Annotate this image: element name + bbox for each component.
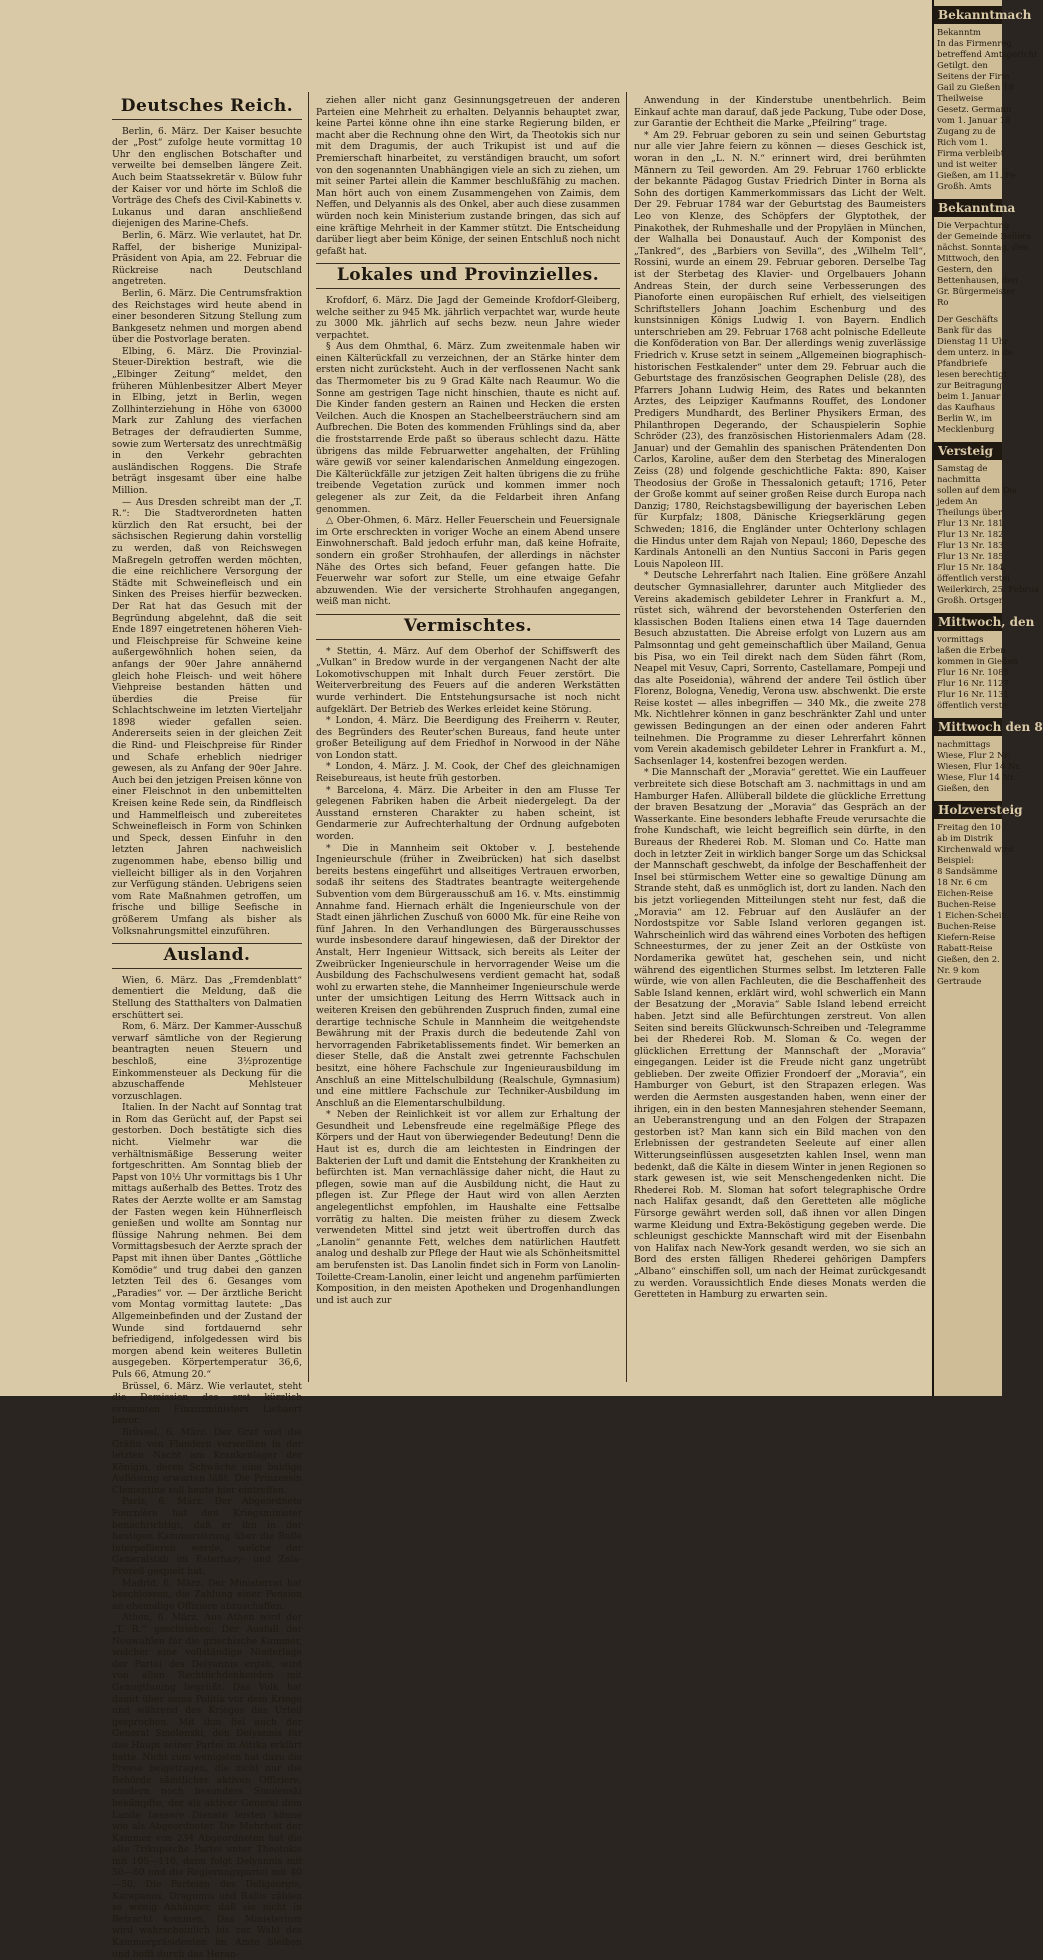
- edge-notice: [934, 6, 1038, 193]
- edge-notice-line: Samstag de: [937, 464, 988, 474]
- edge-notice-line: kommen in Gießen: [937, 657, 1019, 667]
- edge-notice-line: Flur 16 Nr. 1131: [937, 690, 1009, 700]
- article-paragraph: Berlin, 6. März. Der Kaiser besuchte der „Post“ zufolge heute vormittag 10 Uhr den englischen Botschafter und verweilte bei demselben längere Zeit. Auch beim Staatssekretär v. Bülow fuhr der Kaiser vor und hörte im Schloß die Vorträge des Chefs des Civil-Kabinetts v. Lukanus und daran anschließend diejenigen des Marine-Chefs.: [112, 125, 302, 230]
- article-paragraph: Rom, 6. März. Der Kammer-Ausschuß verwarf sämtliche von der Regierung beantragten neuen Steuern und beschloß, eine 3½prozentige Einkommensteuer als Deckung für die abzuschaffende Mehlsteuer vorzuschlagen.: [112, 1021, 302, 1102]
- article-paragraph: Elbing, 6. März. Die Provinzial-Steuer-Direktion bestraft, wie die „Elbinger Zeitung“ meldet, den früheren Mühlenbesitzer Albert Meyer in Elbing, jetzt in Berlin, wegen Zollhinterziehung in Höhe von 63000 Mark zur Zahlung des vierfachen Betrages der defraudierten Summe, sowie zum Wertersatz des unrechtmäßig in den Verkehr gebrachten ausländischen Roggens. Die Strafe beträgt insgesamt über eine halbe Million.: [112, 345, 303, 496]
- article-paragraph: Berlin, 6. März. Wie verlautet, hat Dr. Raffel, der bisherige Munizipal-Präsident von Apia, am 22. Februar die Rückreise nach Deutschland angetreten.: [112, 229, 302, 288]
- edge-notice: [934, 442, 1039, 607]
- edge-notice: [934, 613, 1035, 712]
- edge-notice-line: 18 Nr. 6 cm: [937, 878, 988, 888]
- edge-notice-line: Wiesen, Flur 14 Nr.: [937, 762, 1022, 772]
- edge-notice-line: vom 1. Januar 18: [937, 116, 1011, 126]
- edge-notice-line: zur Beitragung: [937, 381, 1003, 391]
- article-paragraph: Berlin, 6. März. Die Centrumsfraktion des Reichstages wird heute abend in einer besonderen Sitzung Stellung zum Bankgesetz nehmen und morgen abend über die Postvorlage beraten.: [112, 287, 302, 346]
- section-separator: [316, 639, 620, 640]
- edge-notice-line: Bettenhausen, den: [937, 276, 1018, 286]
- edge-notice-line: In das Firmenreg: [937, 39, 1012, 49]
- edge-notice-line: Rich vom 1.: [937, 138, 988, 148]
- edge-notice-line: Flur 16 Nr. 1085: [937, 668, 1009, 678]
- edge-notice-line: Flur 16 Nr. 1127: [937, 679, 1009, 689]
- edge-notice-line: Mittwoch, den: [937, 254, 1000, 264]
- article-paragraph: * London, 4. März. Die Beerdigung des Freiherrn v. Reuter, des Begründers des Reuter'schen Bureaus, fand heute unter großer Beteiligung auf dem Friedhof in Norwood in der Nähe von London statt.: [316, 715, 620, 761]
- edge-notice-line: Buchen-Reise: [937, 922, 996, 932]
- edge-notice-line: Mecklenburg: [937, 425, 995, 435]
- article-paragraph: * Am 29. Februar geboren zu sein und seinen Geburtstag nur alle vier Jahre feiern zu können — dieses Geschick ist, woran in den „L. N. N.“ erinnert wird, drei berühmten Männern zu Teil geworden. Am 29. Februar 1760 erblickte der bekannte Pädagog Gustav Friedrich Dinter in Borna als Sohn des dortigen Kammerkommissars das Licht der Welt. Der 29. Februar 1784 war der Geburtstag des Baumeisters Leo von Klenze, des Schöpfers der Glyptothek, der Pinakothek, der Ruhmeshalle und der Propyläen in München, der Walhalla bei Donaustauf. Auch der Komponist des „Tankred“, des „Barbiers von Sevilla“, des „Wilhelm Tell“, Rossini, wurde an einem 29. Februar geboren. Derselbe Tag ist der Sterbetag des Klavier- und Orgelbauers Johann Andreas Stein, der durch seine Verbesserungen des Pianoforte einen europäischen Ruf erhielt, des vielseitigen Schriftstellers Johann Joachim Eschenburg und des kunstsinnigen Königs Ludwig I. von Bayern. Endlich unterschrieben am 29. Februar 1768 acht polnische Edelleute die Konföderation von Bar. Der allerdings wenig zuverlässige Friedrich v. Kruse setzt in seinem „Allgemeinen biographisch-historischen Festkalender“ unter dem 29. Februar auch die Geburtstage des französischen Geographen Delisle (28), des Pfarrers Johann Ludwig Heim, des Rates und bekannten Arztes, des Leipziger Kaufmanns Rouffet, des Londoner Predigers Mundhardt, des Berliner Physikers Erman, des Philanthropen Degerando, der Schauspielerin Sophie Schröder (23), des französischen Historienmalers Adam (28. Januar) und der Gemahlin des spanischen Prätendenten Don Carlos, Karoline, außer dem den Sterbetag des Mineralogen Zeiss (28) und folgende geschichtliche Fakta: 890, Kaiser Theodosius der Große in Thessalonich getauft; 1716, Peter der Große kommt auf seiner großen Reise durch Europa nach Danzig; 1780, Reichstagsbewilligung der bayerischen Leben für Kurpfalz; 1808, Dänische Kriegserklärung gegen Schweden; 1816, die Engländer unter Ochterlony schlagen die Hindus unter dem Rajah von Nepaul; 1860, Depesche des Kardinals Antonelli an den Nuntius Sacconi in Paris gegen Louis Napoleon III.: [634, 129, 926, 570]
- edge-notice-line: Gesetz. Germann: [937, 105, 1012, 115]
- section-heading: Ausland.: [163, 945, 251, 966]
- edge-notice-line: Wiese, Flur 14 Nr.: [937, 773, 1016, 783]
- column-rule: [626, 92, 627, 1382]
- edge-notice-line: öffentlich verste: [937, 701, 1008, 711]
- article-paragraph: Wien, 6. März. Das „Fremdenblatt“ dementiert die Meldung, daß die Stellung des Statthalters von Dalmatien erschüttert sei.: [112, 974, 302, 1021]
- edge-notice-line: Gießen, am 11. Fe: [937, 171, 1016, 181]
- edge-notice-line: Eichen-Reise: [937, 889, 994, 899]
- section-heading: Lokales und Provinzielles.: [336, 265, 600, 286]
- edge-notice-line: Kirchenwald wird: [937, 845, 1014, 855]
- article-paragraph: * Barcelona, 4. März. Die Arbeiter in den am Flusse Ter gelegenen Fabriken haben die Arbeit niedergelegt. Da der Ausstand ernsteren Charakter zu haben scheint, ist Gendarmerie zur Aufrechterhaltung der Ordnung aufgeboten worden.: [316, 784, 620, 843]
- edge-notice-line: 1 Eichen-Scheit: [937, 911, 1005, 921]
- edge-notice-heading: Mittwoch den 8: [934, 718, 1002, 736]
- edge-notice-line: Buchen-Reise: [937, 900, 996, 910]
- column-2: [316, 95, 620, 1385]
- edge-notice-line: öffentlich verstei: [937, 574, 1010, 584]
- article-paragraph: § Aus dem Ohmthal, 6. März. Zum zweitenmale haben wir einen Kälterückfall zu verzeichnen, der an Stärke hinter dem ersten nicht zurücksteht. Auch in der verflossenen Nacht sank das Thermometer bis zu 9 Grad Kälte nach Reaumur. Wo die Sonne am gestrigen Tage nicht hinschien, thaute es nicht auf. Die Kinder fanden gestern an Rainen und Hecken die ersten Veilchen. Auch die Knospen an Stachelbeersträuchern sind am Aufbrechen. Die Boten des kommenden Frühlings sind da, aber die froststarrende Erde paßt so überaus schlecht dazu. Hätte übrigens das milde Februarwetter angehalten, der Frühling wäre gewiß vor seiner kalendarischen Anmeldung eingezogen. Die Kälterückfälle zur jetzigen Zeit halten übrigens die zu frühe treibende Vegetation zurück und kommen immer noch gelegener als zur Zeit, da die Feldarbeit ihren Anfang genommen.: [316, 341, 620, 515]
- edge-notice-line: jedem An: [937, 497, 978, 507]
- edge-notice-heading: Holzversteig: [934, 801, 1002, 819]
- edge-notice-line: Gail zu Gießen 18: [937, 83, 1014, 93]
- column-1: [112, 95, 303, 1960]
- edge-notice-line: Gestern, den: [937, 265, 993, 275]
- column-rule: [308, 92, 309, 1382]
- edge-notice-line: Gr. Bürgermeister: [937, 287, 1016, 297]
- section-separator: [112, 943, 302, 944]
- edge-notice-line: und ist weiter: [937, 160, 997, 170]
- edge-notice-line: sollen auf dem Dis: [937, 486, 1017, 496]
- edge-notice-line: Bank für das: [937, 326, 992, 336]
- section-separator: [316, 263, 620, 264]
- edge-notice-line: Kiefern-Reise: [937, 933, 996, 943]
- edge-notice: [934, 801, 1023, 988]
- article-paragraph: Italien. In der Nacht auf Sonntag trat in Rom das Gerücht auf, der Papst sei gestorben. Doch bestätigte sich dies nicht. Vielmehr war die verhältnismäßige Besserung weiter fortgeschritten. Am Sonntag blieb der Papst von 10½ Uhr vormittags bis 1 Uhr mittags außerhalb des Bettes. Trotz des Rates der Aerzte wollte er am Samstag der Fasten wegen kein Hühnerfleisch genießen und wollte am Sonntag nur flüssige Nahrung nehmen. Bei dem Vormittagsbesuch der Aerzte sprach der Papst mit ihnen über Dantes „Göttliche Komödie“ und trug dabei den ganzen letzten Teil des 6. Gesanges vom „Paradies“ vor. — Der ärztliche Bericht vom Montag vormittag lautete: „Das Allgemeinbefinden und der Zustand der Wunde sind fortdauernd sehr befriedigend, infolgedessen wird bis morgen abend kein weiteres Bulletin ausgegeben. Körpertemperatur 36,6, Puls 66, Atmung 20.“: [112, 1102, 302, 1380]
- edge-notice-line: laßen die Erben: [937, 646, 1006, 656]
- edge-notice-line: Wiese, Flur 2 Nr.: [937, 751, 1011, 761]
- article-paragraph: Brüssel, 6. März. Der Graf und die Gräfin von Flandern verweilten in der letzten Nacht am Krankenlager der Königin, deren Schwäche eine baldige Auflösung erwarten läßt. Die Prinzessin Clementine soll heute hier eintreffen.: [112, 1426, 302, 1496]
- article-paragraph: ziehen aller nicht ganz Gesinnungsgetreuen der anderen Parteien eine Mehrheit zu erhalten. Delyannis behauptet zwar, keine Partei könne ohne ihn eine starke Regierung bilden, er macht aber die Rechnung ohne den Wirt, da Theotokis sich nur mit dem Dragumis, der auch Trikupist ist und auf die Premierschaft hinarbeitet, zu verständigen braucht, um sofort von den sogenannten Unabhängigen viele an sich zu ziehen, um mit seiner Partei allein die Kammer beschlußfähig zu machen. Man hört auch von einem Zusammengehen von Zaimis, dem Neffen, und Delyannis als des Onkel, aber auch diese zusammen würden noch kein Ministerium zustande bringen, das sich auf eine kräftige Mehrheit in der Kammer stützt. Die Entscheidung darüber liegt aber beim Könige, der seinen Entschluß noch nicht gefaßt hat.: [316, 95, 620, 257]
- edge-notice-line: Flur 13 Nr. 185: [937, 552, 1004, 562]
- edge-notice-line: Dienstag 11 Uhr: [937, 337, 1009, 347]
- edge-notice-line: Getilgt. den: [937, 61, 988, 71]
- edge-notice-line: Gertraude: [937, 977, 982, 987]
- edge-notice-line: nachmitta: [937, 475, 981, 485]
- edge-notice-line: Ro: [937, 298, 949, 308]
- edge-notice-line: Seitens der Firm: [937, 72, 1010, 82]
- edge-notice-line: der Gemeinde Bellers: [937, 232, 1031, 242]
- section-separator: [316, 288, 620, 289]
- edge-notice-line: Nr. 9 kom: [937, 966, 980, 976]
- edge-notice-line: Beispiel:: [937, 856, 975, 866]
- edge-notice-line: 8 Sandsämme: [937, 867, 998, 877]
- edge-notice-heading: Bekanntma: [934, 199, 1002, 217]
- edge-notice-line: Flur 13 Nr. 182: [937, 530, 1004, 540]
- edge-notice-heading: Mittwoch, den: [934, 613, 1002, 631]
- edge-notice: [934, 315, 1013, 436]
- article-paragraph: Anwendung in der Kinderstube unentbehrlich. Beim Einkauf achte man darauf, daß jede Packung, Tube oder Dose, zur Garantie der Echtheit die Marke „Pfeilring“ trage.: [634, 95, 926, 130]
- adjacent-page-edge: [932, 0, 1043, 1396]
- edge-notice-line: Flur 13 Nr. 183: [937, 541, 1004, 551]
- edge-notice-line: Bekanntm: [937, 28, 981, 38]
- edge-notice-line: Berlin W., im: [937, 414, 993, 424]
- edge-notice-line: dem unterz. in de: [937, 348, 1013, 358]
- edge-notice-line: Pfandbriefe: [937, 359, 988, 369]
- edge-notice-line: betreffend Amtsgericht: [937, 50, 1038, 60]
- edge-notice-line: das Kaufhaus: [937, 403, 995, 413]
- edge-notice-line: Großh. Ortsger: [937, 596, 1003, 606]
- edge-notice-line: Gießen, den 2.: [937, 955, 1000, 965]
- edge-notice-line: Flur 13 Nr. 181: [937, 519, 1004, 529]
- section-heading: Vermischtes.: [403, 615, 533, 636]
- edge-notice-line: Theilweise: [937, 94, 984, 104]
- article-paragraph: — Aus Dresden schreibt man der „T. R.“: Die Stadtverordneten hatten kürzlich den Rat ersucht, bei der sächsischen Regierung dahin vorstellig zu werden, daß von Reichswegen Maßregeln getroffen werden möchten, die eine reichlichere Versorgung der Städte mit Schweinefleisch und ein Sinken des Preises hierfür bezwecken. Der Rat hat das Gesuch mit der Begründung abgelehnt, daß die seit Ende 1897 eingetretenen höheren Vieh- und Fleischpreise für Schweine keine außergewöhnlich hohen seien, da anfangs der 90er Jahre annähernd gleich hohe Fleisch- und weit höhere Viehpreise bestanden hätten und überdies die Preise für Schlachtschweine im letzten Vierteljahr 1898 wieder gefallen seien. Andererseits seien in der gleichen Zeit die Rind- und Fleischpreise für Rinder und Schafe erheblich niedriger gewesen, als zu Anfang der 90er Jahre. Auch bei den jetzigen Preisen könne von einer Fleischnot in den unbemittelten Kreisen keine Rede sein, da Rindfleisch und Hammelfleisch und zubereitetes Schweinefleisch in Form von Schinken und Speck, dessen Einfuhr in den letzten Jahren nachweislich zugenommen habe, ebenso billig und vielleicht billiger als in den Vorjahren zur Verfügung ständen. Uebrigens seien vom Rate Maßnahmen getroffen, um frische und billige Seefische in größerem Umfang als bisher als Volksnahrungsmittel einzuführen.: [112, 496, 302, 937]
- edge-notice: [934, 718, 1043, 795]
- article-paragraph: Krofdorf, 6. März. Die Jagd der Gemeinde Krofdorf-Gleiberg, welche seither zu 945 Mk. jährlich verpachtet war, wurde heute zu 3000 Mk. jährlich auf sechs bezw. neun Jahre wieder verpachtet.: [316, 294, 620, 341]
- edge-notice-heading: Versteig: [934, 442, 1002, 460]
- article-paragraph: Athen, 6. März. Aus Athen wird der „T. R.“ geschrieben: Der Ausfall der Neuwahlen für die griechische Kammer, welcher eine vollständige Niederlage der Partei des Delyannis ergab, wird von allen Rechtlichdenkenden mit Genugthuung begrüßt. Das Volk hat damit über seine Politik vor dem Kriege und während des Krieges das Urteil gesprochen. Mit ihm fiel auch der General Smolenski, den Delyannis für das Haupt seiner Partei in Attika erklärt hatte. Nicht zum wenigsten hat dazu die Presse beigetragen, die nicht nur die Behörde sämtlicher aktiven Offiziere, sondern noch besonders Smolenski bekämpfte, der als aktiver General dem Lande bessere Dienste leisten könne wie als Abgeordneter. Die Mehrheit der Kammer von 234 Abgeordneten hat die alte Trikupische Partei unter Theotokis mit 105—110, dann folgt Delyannis mit 50—60 und die Regierungspartei mit 40—50. Die Parteien des Deligeorgis, Karapanos, Dragumis und Rallis zählen so wenig Anhänger, daß sie nicht in Betracht kommen. Das Ministerium wird wahrscheinlich bis zur Wahl des Kammerpräsidenten im Amte bleiben und hofft durch das Heran-: [112, 1612, 302, 1960]
- edge-notice-line: Der Geschäfts: [937, 315, 999, 325]
- edge-notice-line: Rabatt-Reise: [937, 944, 993, 954]
- article-paragraph: * Neben der Reinlichkeit ist vor allem zur Erhaltung der Gesundheit und Lebensfreude eine regelmäßige Pflege des Körpers und der Haut von überwiegender Bedeutung! Denn die Haut ist es, durch die am leichtesten in Eindringen der Bakterien der Luft und damit die Entstehung der Krankheiten zu befürchten ist. Man vernachlässige daher nicht, die Haut zu pflegen, sowie man auf die Ausbildung nicht, die Haut zu pflegen ist. Zur Pflege der Haut wird von allen Aerzten angelegentlichst empfohlen, im Haushalte eine Fettsalbe vorrätig zu halten. Die meisten früher zu diesem Zweck verwendeten Mittel sind jetzt weit übertroffen durch das „Lanolin“ genannte Fett, welches dem natürlichen Hautfett analog und deshalb zur Pflege der Haut wie als Schönheitsmittel am berufensten ist. Das Lanolin findet sich in Form von Lanolin-Toilette-Cream-Lanolin, einer leicht und angenehm parfümierten Komposition, in den meisten Apotheken und Drogenhandlungen und ist auch zur: [316, 1109, 620, 1306]
- article-paragraph: Madrid, 6. März. Der Ministerrat hat beschlossen, die Zahlung einer Pension an ehemalige Offiziere abzuschaffen.: [112, 1577, 302, 1612]
- edge-notice-line: Großh. Amts: [937, 182, 992, 192]
- edge-notice-line: Weilerkirch, 25. Februa: [937, 585, 1039, 595]
- edge-notice: [934, 199, 1031, 309]
- edge-notice-line: nächst. Sonntag, den: [937, 243, 1029, 253]
- edge-notice-line: Theilungs über: [937, 508, 1003, 518]
- section-heading: Deutsches Reich.: [120, 96, 294, 116]
- article-paragraph: * Stettin, 4. März. Auf dem Oberhof der Schiffswerft des „Vulkan“ in Bredow wurde in der vergangenen Nacht der alte Lokomotivschuppen mit Inhalt durch Feuer zerstört. Die Weiterverbreitung des Feuers auf die anderen Werkstätten wurde verhindert. Die Entstehungsursache ist noch nicht aufgeklärt. Der Betrieb des Werkes erleidet keine Störung.: [316, 645, 620, 715]
- article-paragraph: * London, 4. März. J. M. Cook, der Chef des gleichnamigen Reisebureaus, ist heute früh gestorben.: [316, 761, 620, 785]
- edge-notice-line: lesen berechtigt: [937, 370, 1008, 380]
- article-paragraph: * Die Mannschaft der „Moravia“ gerettet. Wie ein Lauffeuer verbreitete sich diese Botschaft am 3. nachmittags in und am Hamburger Hafen. Allüberall bildete die glückliche Errettung der braven Besatzung der „Moravia“ das Gespräch an der Wasserkante. Eine besonders lebhafte Freude verursachte die frohe Kundschaft, wie leicht begreiflich sein dürfte, in den Bureaus der Rhederei Rob. M. Sloman und Co. Hatte man doch in letzter Zeit in wirklich banger Sorge um das Schicksal der Mannschaft geschwebt, da infolge der Beschaffenheit der Insel bei stürmischem Wetter eine so gewaltige Dünung am Strande steht, daß es unmöglich ist, dort zu landen. Nach den bis jetzt vorliegenden Mitteilungen steht nur fest, daß die „Moravia“ am 12. Februar auf den Ausläufer an der Nordostspitze vor Sable Island verloren gegangen ist. Wahrscheinlich wird das während eines Vorboten des heftigen Schneesturmes, der zu jener Zeit an der Ostküste von Nordamerika gewütet hat, geschehen sein, und nicht während des eigentlichen Sturmes selbst. Im letzteren Falle würde, wie von allen Fachleuten, die die Beschaffenheit des Sable Island kennen, erklärt wird, wohl schwerlich ein Mann der Besatzung der „Moravia“ Sable Island lebend erreicht haben. Jetzt sind alle Befürchtungen zerstreut. Von allen Seiten sind bereits Glückwunsch-Schreiben und -Telegramme bei der Rhederei Rob. M. Sloman & Co. wegen der glücklichen Errettung der Mannschaft der „Moravia“ eingegangen. Leider ist die Freude nicht ganz ungetrübt geblieben. Der zweite Offizier Frondoerf der „Moravia“, ein Hamburger von Geburt, ist den Strapazen erlegen. Was werden die Aermsten ausgestanden haben, wenn einer der ihrigen, ein in den besten Mannesjahren stehender Seemann, an Ueberanstrengung und an den Folgen der Strapazen gestorben ist? Man kann sich ein Bild machen von den Erlebnissen der gestrandeten Seeleute auf einer allen Witterungseinflüssen ausgesetzten kahlen Insel, wenn man bedenkt, daß die Kälte in diesem Winter in jenen Regionen so stark gewesen ist, wie seit Menschengedenken nicht. Die Rhederei Rob. M. Sloman hat sofort telegraphische Ordre nach Halifax gesandt, daß den Geretteten alle mögliche Fürsorge gewährt werden soll, daß ihnen vor allen Dingen warme Kleidung und Extra-Beköstigung gegeben werde. Die schleunigst geschickte Mannschaft wird mit der Eisenbahn von Halifax nach New-York gesandt werden, wo sie sich an Bord des ersten fälligen Rhederei gehörigen Dampfers „Albano“ einschiffen soll, um nach der Heimat zurückgesandt zu werden. Voraussichtlich Ende dieses Monats werden die Geretteten in Hamburg zu erwarten sein.: [634, 767, 926, 1301]
- edge-notice-line: vormittags: [937, 635, 984, 645]
- edge-notice-line: Firma verbleibt: [937, 149, 1005, 159]
- edge-notice-line: Freitag den 10: [937, 823, 1001, 833]
- edge-notice-line: beim 1. Januar: [937, 392, 1001, 402]
- column-3: [634, 95, 926, 1385]
- edge-notice-line: Die Verpachtung: [937, 221, 1010, 231]
- article-paragraph: Paris, 6. März. Der Abgeordnete Fournière hat den Kriegsminister benachrichtigt, daß er ihn in der heutigen Kammersitzung über die Rolle interpellieren werde, welche der Generalstab im Esterhazy- und Zola-Prozeß gespielt hat.: [112, 1496, 302, 1578]
- article-paragraph: Brüssel, 6. März. Wie verlautet, steht die Demission des erst kürzlich ernannten Finanzministers Liebaert bevor.: [112, 1380, 302, 1427]
- edge-notice-line: ab im Distrik: [937, 834, 993, 844]
- edge-notice-heading: Bekanntmach: [934, 6, 1002, 24]
- article-paragraph: * Deutsche Lehrerfahrt nach Italien. Eine größere Anzahl deutscher Gymnasiallehrer, darunter auch Mitglieder des Vereins akademisch gebildeter Lehrer in Frankfurt a. M., rüstet sich, während der bevorstehenden Osterferien den klassischen Boden Italiens einen etwa 14 Tage dauernden Besuch abzustatten. Die Abreise erfolgt von Luzern aus am Palmsonntag und geht gemeinschaftlich über Mailand, Genua bis Pisa, wo ein Teil direkt nach dem Süden fährt (Rom, Neapel mit Vesuv, Capri, Sorrento, Castellamare, Pompeji und das alte Poseidonia), während der andere Teil östlich über Florenz, Bologna, Venedig, Verona usw. abschwenkt. Die erste Reise kostet — alles inbegriffen — 340 Mk., die zweite 278 Mk. Nichtlehrer können in ganz beschränkter Zahl und unter gewissen Bedingungen an der einen oder anderen Fahrt teilnehmen. Die Programme zu dieser Lehrerfahrt können vom Verein akademisch gebildeter Lehrer in Frankfurt a. M., Sachsenlager 14, kostenfrei bezogen werden.: [634, 570, 926, 767]
- edge-notice-line: Zugang zu de: [937, 127, 996, 137]
- section-separator: [316, 614, 620, 615]
- article-paragraph: △ Ober-Ohmen, 6. März. Heller Feuerschein und Feuersignale im Orte erschreckten in voriger Woche an einem Abend unsere Einwohnerschaft. Bald jedoch erfuhr man, daß keine Hofraite, sondern ein großer Strohhaufen, der allerdings in nächster Nähe des Ortes sich befand, Feuer gefangen hatte. Die Feuerwehr war sofort zur Stelle, um eine etwaige Gefahr abzuwenden. Wie der versicherte Strohhaufen angegangen, weiß man nicht.: [316, 515, 620, 608]
- section-separator: [112, 968, 302, 969]
- edge-notice-line: Gießen, den: [937, 784, 990, 794]
- edge-notice-line: Flur 15 Nr. 184: [937, 563, 1004, 573]
- edge-notice-line: nachmittags: [937, 740, 991, 750]
- section-separator: [112, 119, 302, 120]
- article-paragraph: * Die in Mannheim seit Oktober v. J. bestehende Ingenieurschule (früher in Zweibrücken) hat sich daselbst bereits bestens eingeführt und allseitiges Vertrauen erworben, sodaß ihr seitens des Stadtrates beantragte weitergehende Subvention vom dem Bürgerausschuß am 16. v. Mts. einstimmig Annahme fand. Hiernach erhält die Ingenieurschule von der Stadt einen jährlichen Zuschuß von 6000 Mk. für eine Reihe von fünf Jahren. In den Verhandlungen des Bürgerausschusses wurde insbesondere darauf hingewiesen, daß der Direktor der Anstalt, Herr Ingenieur Wittsack, sich bereits als Leiter der Zweibrücker Ingenieurschule in hervorragender Weise um die Ausbildung des Fachschulwesens verdient gemacht hat, sodaß wohl zu erwarten stehe, die Mannheimer Ingenieurschule werde unter der umsichtigen Leitung des Herrn Wittsack auch in weiteren Kreisen den gebührenden Zuspruch finden, zumal eine derartige technische Schule in Mannheim die weitgehendste Bewährung mit der Praxis durch die bedeutende Zahl von hervorragenden Fabriketablissements findet. Wir bemerken an dieser Stelle, daß die Anstalt zwei getrennte Fachschulen besitzt, eine höhere Fachschule zur Ingenieurausbildung im Anschluß an eine Mittelschulbildung (Realschule, Gymnasium) und eine mittlere Fachschule zur Techniker-Ausbildung im Anschluß an die Elementarschulbildung.: [316, 842, 620, 1109]
